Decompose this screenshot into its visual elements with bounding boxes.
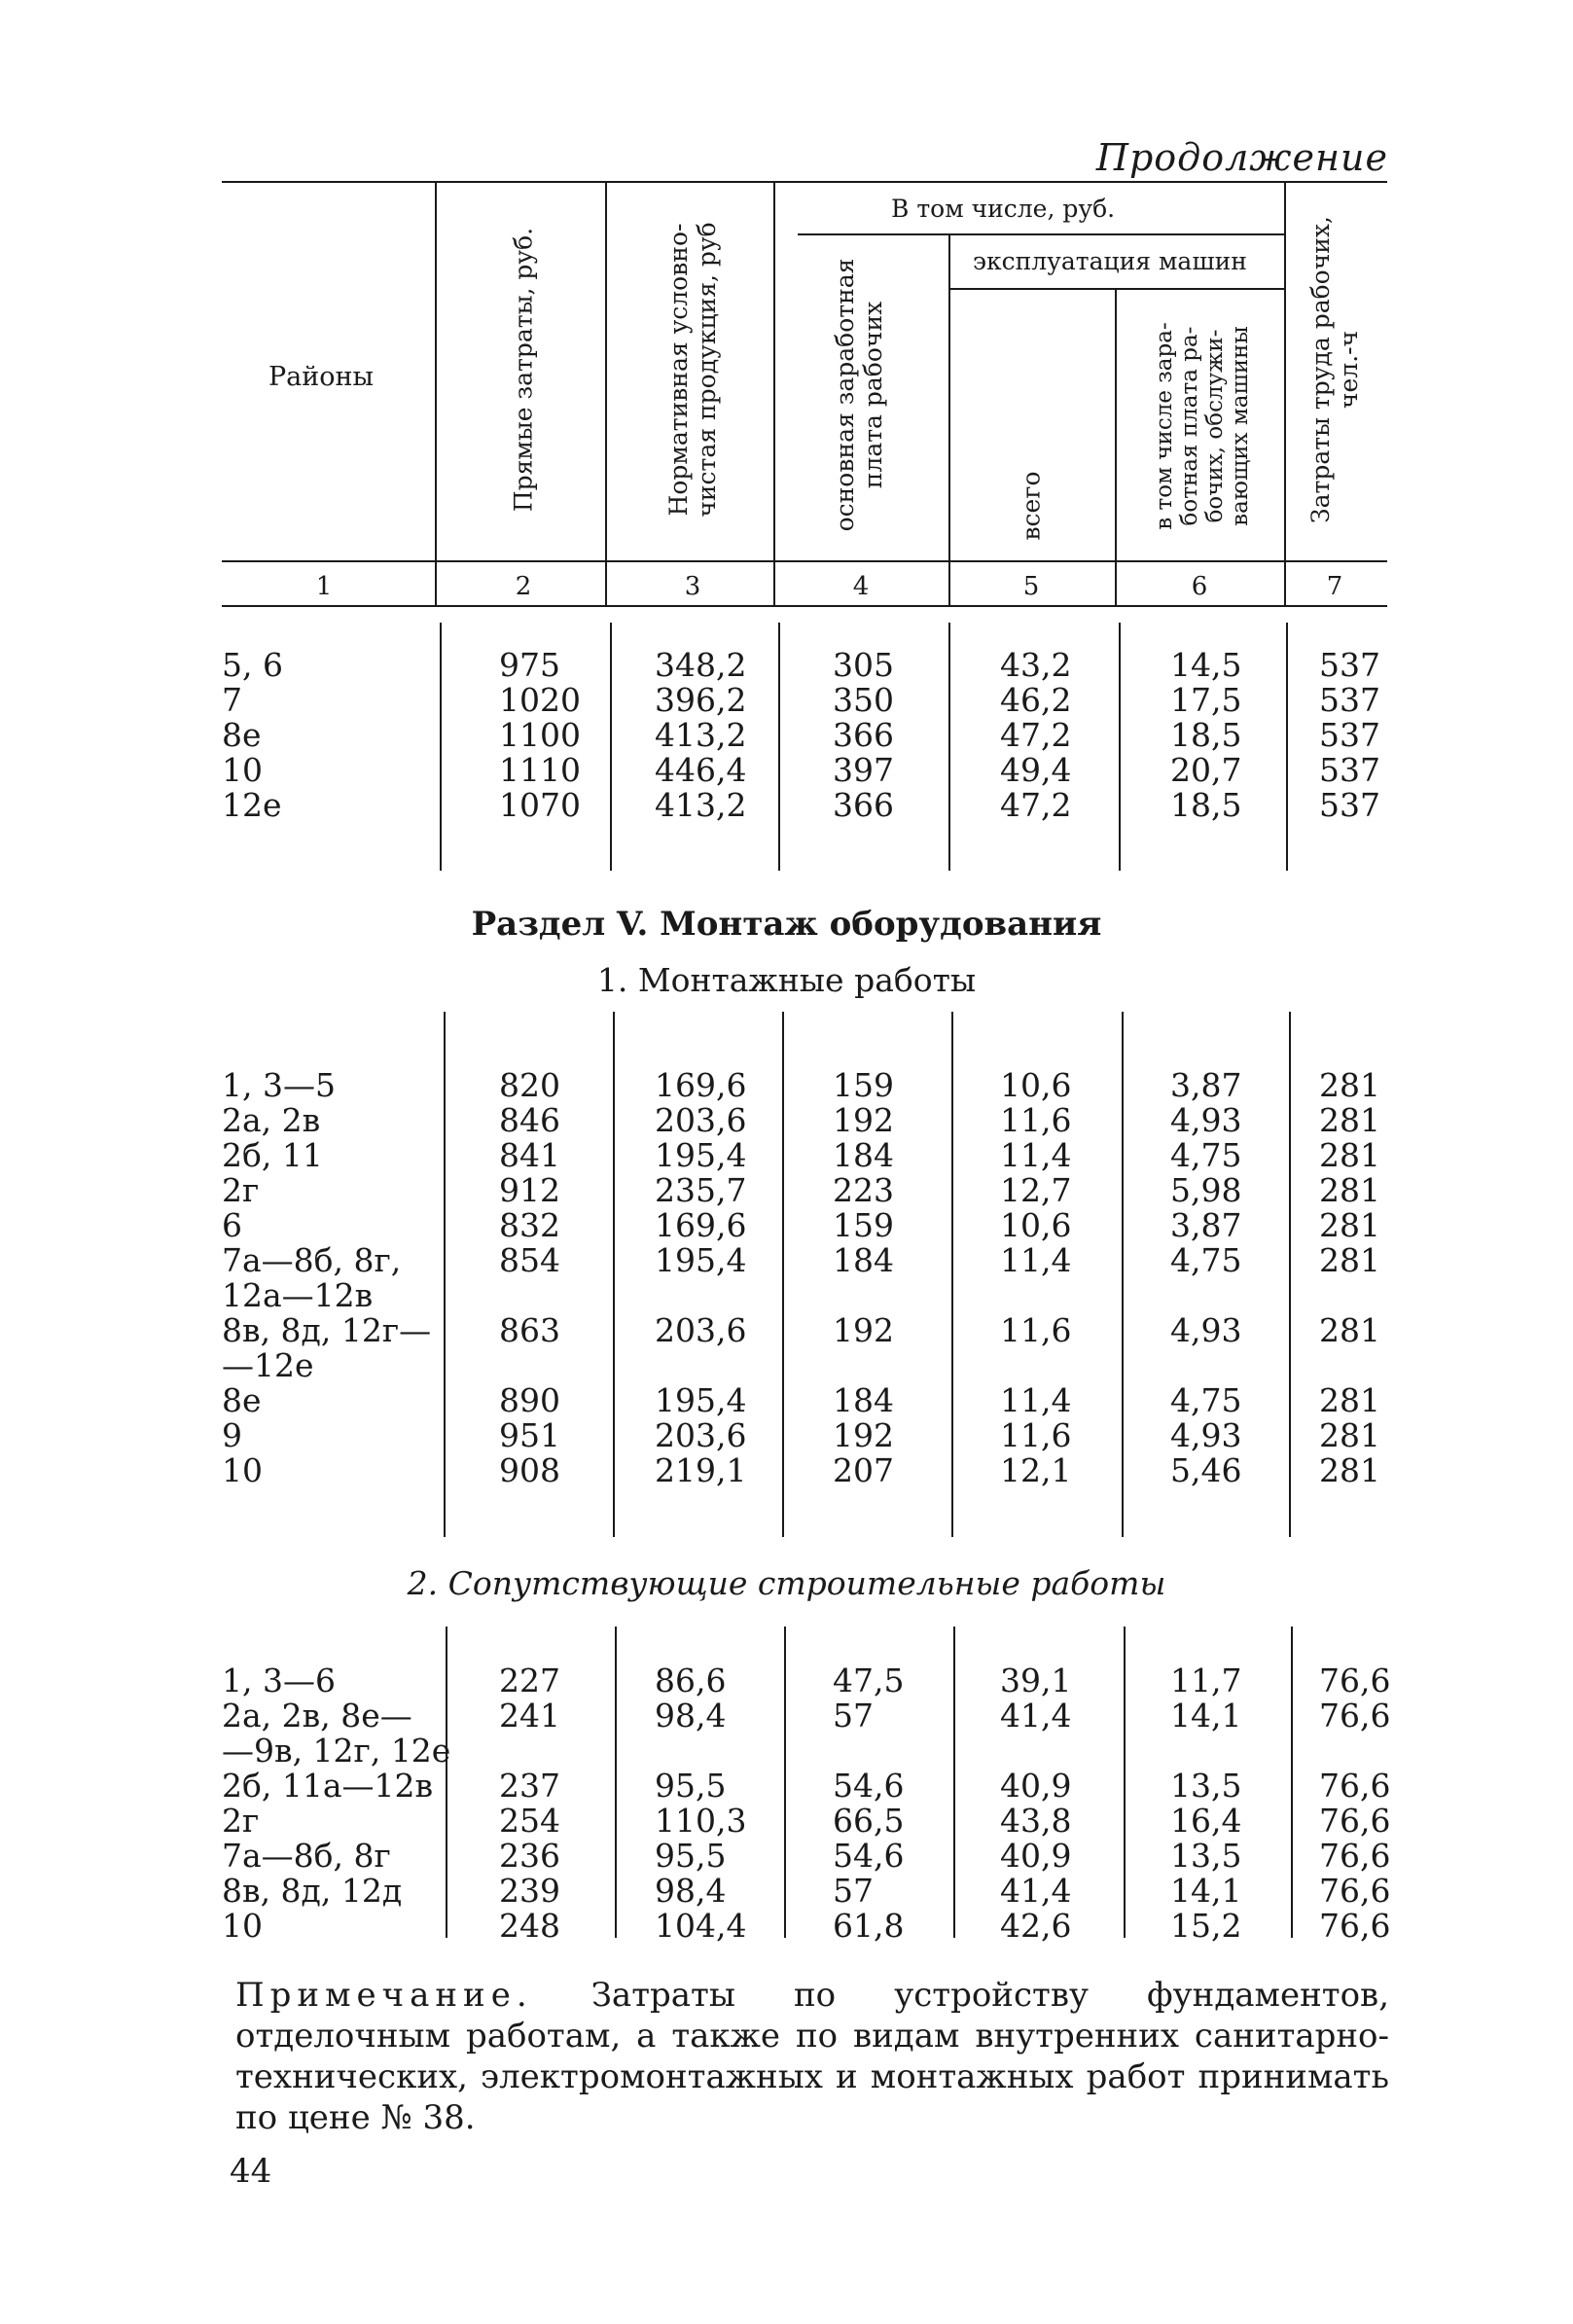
value-cell: 820 [499,1066,560,1104]
value-cell: 95,5 [655,1767,727,1805]
value-cell: 890 [499,1381,560,1419]
region-cell: 12а—12в [222,1276,374,1314]
region-cell: 1, 3—5 [222,1066,336,1104]
value-cell: 235,7 [655,1171,747,1209]
table-row [222,1837,1391,1875]
value-cell: 1110 [499,751,581,789]
value-cell: 13,5 [1170,1767,1242,1805]
value-cell: 413,2 [655,716,747,754]
table1 [222,648,1387,823]
value-cell: 975 [499,646,560,684]
header-vline [948,233,950,605]
footnote-label: Примечание. [235,1976,533,2015]
column-number: 3 [684,572,701,601]
table-row [222,1802,1391,1840]
value-cell: 281 [1319,1311,1380,1349]
value-cell: 15,2 [1170,1907,1242,1945]
section-title: Раздел V. Монтаж оборудования [471,905,1102,944]
value-cell: 195,4 [655,1381,747,1419]
value-cell: 11,6 [1000,1101,1072,1139]
value-cell: 239 [499,1872,560,1910]
table-row [222,1453,1387,1488]
region-cell: 7а—8б, 8г [222,1837,391,1875]
table-row [222,1278,1387,1313]
value-cell: 537 [1319,786,1380,824]
value-cell: 18,5 [1170,786,1242,824]
region-cell: 8е [222,1381,262,1419]
table-row [222,1348,1387,1383]
value-cell: 192 [833,1101,894,1139]
table-row [222,648,1387,683]
value-cell: 281 [1319,1241,1380,1279]
value-cell: 57 [833,1697,874,1734]
value-cell: 11,4 [1000,1241,1072,1279]
table3 [222,1662,1391,1945]
value-cell: 254 [499,1802,560,1840]
value-cell: 41,4 [1000,1872,1072,1910]
value-cell: 223 [833,1171,894,1209]
value-cell: 159 [833,1206,894,1244]
region-cell: 12е [222,786,282,824]
value-cell: 397 [833,751,894,789]
value-cell: 236 [499,1837,560,1875]
value-cell: 184 [833,1136,894,1174]
table-row [222,1767,1391,1805]
subsection-title-2: 2. Сопутствующие строительные работы [407,1564,1166,1602]
table-row [222,1173,1387,1208]
value-cell: 47,2 [1000,786,1072,824]
table-row [222,1243,1387,1278]
value-cell: 40,9 [1000,1837,1072,1875]
value-cell: 14,1 [1170,1697,1242,1734]
value-cell: 3,87 [1170,1206,1242,1244]
value-cell: 1020 [499,681,581,719]
value-cell: 846 [499,1101,560,1139]
value-cell: 61,8 [833,1907,905,1945]
value-cell: 47,5 [833,1662,905,1699]
value-cell: 248 [499,1907,560,1945]
region-cell: 2а, 2в [222,1101,321,1139]
table-row [222,1734,1387,1769]
value-cell: 237 [499,1767,560,1805]
table-row [222,1418,1387,1453]
region-cell: 2б, 11 [222,1136,323,1174]
value-cell: 57 [833,1872,874,1910]
value-cell: 4,93 [1170,1416,1242,1454]
value-cell: 348,2 [655,646,747,684]
header-col2: Прямые затраты, руб. [509,227,538,513]
value-cell: 192 [833,1416,894,1454]
table-row [222,1103,1387,1138]
header-top-rule [222,181,1387,183]
region-cell: 9 [222,1416,242,1454]
value-cell: 366 [833,786,894,824]
value-cell: 203,6 [655,1311,747,1349]
region-cell: 1, 3—6 [222,1662,336,1699]
header-col7: Затраты труда рабочих, чел.-ч [1306,216,1363,523]
value-cell: 13,5 [1170,1837,1242,1875]
value-cell: 281 [1319,1381,1380,1419]
value-cell: 46,2 [1000,681,1072,719]
value-cell: 281 [1319,1206,1380,1244]
value-cell: 104,4 [655,1907,747,1945]
column-number: 5 [1022,572,1040,601]
table-row [222,1138,1387,1173]
value-cell: 54,6 [833,1767,905,1805]
value-cell: 537 [1319,646,1380,684]
value-cell: 76,6 [1319,1872,1391,1910]
value-cell: 912 [499,1171,560,1209]
region-cell: 10 [222,1907,263,1945]
value-cell: 110,3 [655,1802,747,1840]
region-cell: 6 [222,1206,242,1244]
value-cell: 169,6 [655,1066,747,1104]
value-cell: 41,4 [1000,1697,1072,1734]
value-cell: 5,46 [1170,1451,1242,1489]
value-cell: 11,6 [1000,1416,1072,1454]
value-cell: 98,4 [655,1697,727,1734]
value-cell: 350 [833,681,894,719]
region-cell: 5, 6 [222,646,283,684]
value-cell: 98,4 [655,1872,727,1910]
value-cell: 863 [499,1311,560,1349]
value-cell: 12,1 [1000,1451,1072,1489]
table-row [222,753,1387,788]
value-cell: 11,4 [1000,1381,1072,1419]
column-number: 2 [515,572,532,601]
value-cell: 841 [499,1136,560,1174]
value-cell: 20,7 [1170,751,1242,789]
value-cell: 10,6 [1000,1066,1072,1104]
table-row [222,1872,1391,1910]
column-number: 1 [315,572,333,601]
value-cell: 195,4 [655,1241,747,1279]
table-row [222,683,1387,718]
header-vline [605,181,607,605]
region-cell: 10 [222,751,263,789]
value-cell: 281 [1319,1171,1380,1209]
value-cell: 49,4 [1000,751,1072,789]
table-row [222,788,1387,823]
region-cell: 2б, 11а—12в [222,1767,434,1805]
value-cell: 207 [833,1451,894,1489]
value-cell: 3,87 [1170,1066,1242,1104]
value-cell: 281 [1319,1416,1380,1454]
value-cell: 86,6 [655,1662,727,1699]
value-cell: 43,2 [1000,646,1072,684]
table-row [222,1313,1387,1348]
value-cell: 192 [833,1311,894,1349]
value-cell: 241 [499,1697,560,1734]
value-cell: 76,6 [1319,1907,1391,1945]
table-row [222,1697,1391,1734]
value-cell: 76,6 [1319,1837,1391,1875]
value-cell: 18,5 [1170,716,1242,754]
column-number: 4 [852,572,870,601]
value-cell: 39,1 [1000,1662,1072,1699]
region-cell: 2а, 2в, 8е— [222,1697,412,1734]
column-number-rule [222,605,1387,607]
value-cell: 4,93 [1170,1101,1242,1139]
subsection-title-1: 1. Монтажные работы [596,961,977,999]
region-cell: 2г [222,1171,260,1209]
region-cell: 8е [222,716,262,754]
table-row [222,1662,1391,1699]
value-cell: 14,1 [1170,1872,1242,1910]
value-cell: 184 [833,1381,894,1419]
value-cell: 281 [1319,1101,1380,1139]
region-cell: 8в, 8д, 12г— [222,1311,432,1349]
value-cell: 537 [1319,681,1380,719]
header-ekspluatatsiya: эксплуатация машин [973,247,1247,275]
header-col6: в том числе зара- ботная плата ра- бочих, обслужи- вающих машины [1152,322,1253,530]
region-cell: 8в, 8д, 12д [222,1872,403,1910]
value-cell: 4,93 [1170,1311,1242,1349]
value-cell: 227 [499,1662,560,1699]
value-cell: 4,75 [1170,1241,1242,1279]
region-cell: 10 [222,1451,263,1489]
value-cell: 76,6 [1319,1802,1391,1840]
value-cell: 281 [1319,1136,1380,1174]
value-cell: 1070 [499,786,581,824]
value-cell: 42,6 [1000,1907,1072,1945]
column-number: 7 [1326,572,1343,601]
value-cell: 832 [499,1206,560,1244]
value-cell: 854 [499,1241,560,1279]
footnote-text: Затраты по устройству фундаментов, отделочным работам, а также по видам внутренних санитарно-технических, электромонтажных и монтажных работ принимать по цене № 38. [235,1976,1389,2137]
header-vline [435,181,437,605]
header-col5: всего [1017,471,1046,541]
value-cell: 16,4 [1170,1802,1242,1840]
header-rayony: Районы [268,362,374,392]
header-col3: Нормативная условно- чистая продукция, руб [664,222,721,518]
value-cell: 281 [1319,1451,1380,1489]
value-cell: 11,4 [1000,1136,1072,1174]
value-cell: 169,6 [655,1206,747,1244]
value-cell: 43,8 [1000,1802,1072,1840]
value-cell: 305 [833,646,894,684]
value-cell: 10,6 [1000,1206,1072,1244]
value-cell: 396,2 [655,681,747,719]
value-cell: 413,2 [655,786,747,824]
header-v-tom-chisle: В том числе, руб. [891,195,1116,223]
value-cell: 5,98 [1170,1171,1242,1209]
value-cell: 11,7 [1170,1662,1242,1699]
value-cell: 76,6 [1319,1662,1391,1699]
value-cell: 219,1 [655,1451,747,1489]
region-cell: 7 [222,681,242,719]
footnote [235,1975,1389,2138]
value-cell: 1100 [499,716,581,754]
header-vline [1115,288,1117,605]
region-cell: —12е [222,1346,314,1384]
region-cell: —9в, 12г, 12е [222,1732,451,1770]
header-vline [773,181,775,605]
header-col4: основная заработная плата рабочих [831,258,887,532]
value-cell: 4,75 [1170,1136,1242,1174]
value-cell: 184 [833,1241,894,1279]
value-cell: 537 [1319,751,1380,789]
value-cell: 203,6 [655,1416,747,1454]
value-cell: 195,4 [655,1136,747,1174]
table-row [222,1383,1387,1418]
value-cell: 66,5 [833,1802,905,1840]
value-cell: 54,6 [833,1837,905,1875]
value-cell: 40,9 [1000,1767,1072,1805]
value-cell: 908 [499,1451,560,1489]
value-cell: 4,75 [1170,1381,1242,1419]
value-cell: 951 [499,1416,560,1454]
table-row [222,1907,1391,1945]
value-cell: 446,4 [655,751,747,789]
value-cell: 203,6 [655,1101,747,1139]
value-cell: 366 [833,716,894,754]
value-cell: 11,6 [1000,1311,1072,1349]
value-cell: 76,6 [1319,1767,1391,1805]
table-row [222,1208,1387,1243]
table2 [222,1068,1387,1488]
page-number: 44 [230,2152,272,2191]
value-cell: 537 [1319,716,1380,754]
value-cell: 95,5 [655,1837,727,1875]
continuation-label: Продолжение [1095,136,1388,179]
column-number: 6 [1191,572,1208,601]
table-row [222,718,1387,753]
value-cell: 159 [833,1066,894,1104]
subheader-rule-1 [798,233,1284,235]
value-cell: 281 [1319,1066,1380,1104]
value-cell: 12,7 [1000,1171,1072,1209]
header-vline [1284,181,1286,605]
value-cell: 47,2 [1000,716,1072,754]
value-cell: 14,5 [1170,646,1242,684]
table-row [222,1068,1387,1103]
region-cell: 7а—8б, 8г, [222,1241,402,1279]
value-cell: 17,5 [1170,681,1242,719]
header-bottom-rule [222,560,1387,562]
value-cell: 76,6 [1319,1697,1391,1734]
region-cell: 2г [222,1802,260,1840]
